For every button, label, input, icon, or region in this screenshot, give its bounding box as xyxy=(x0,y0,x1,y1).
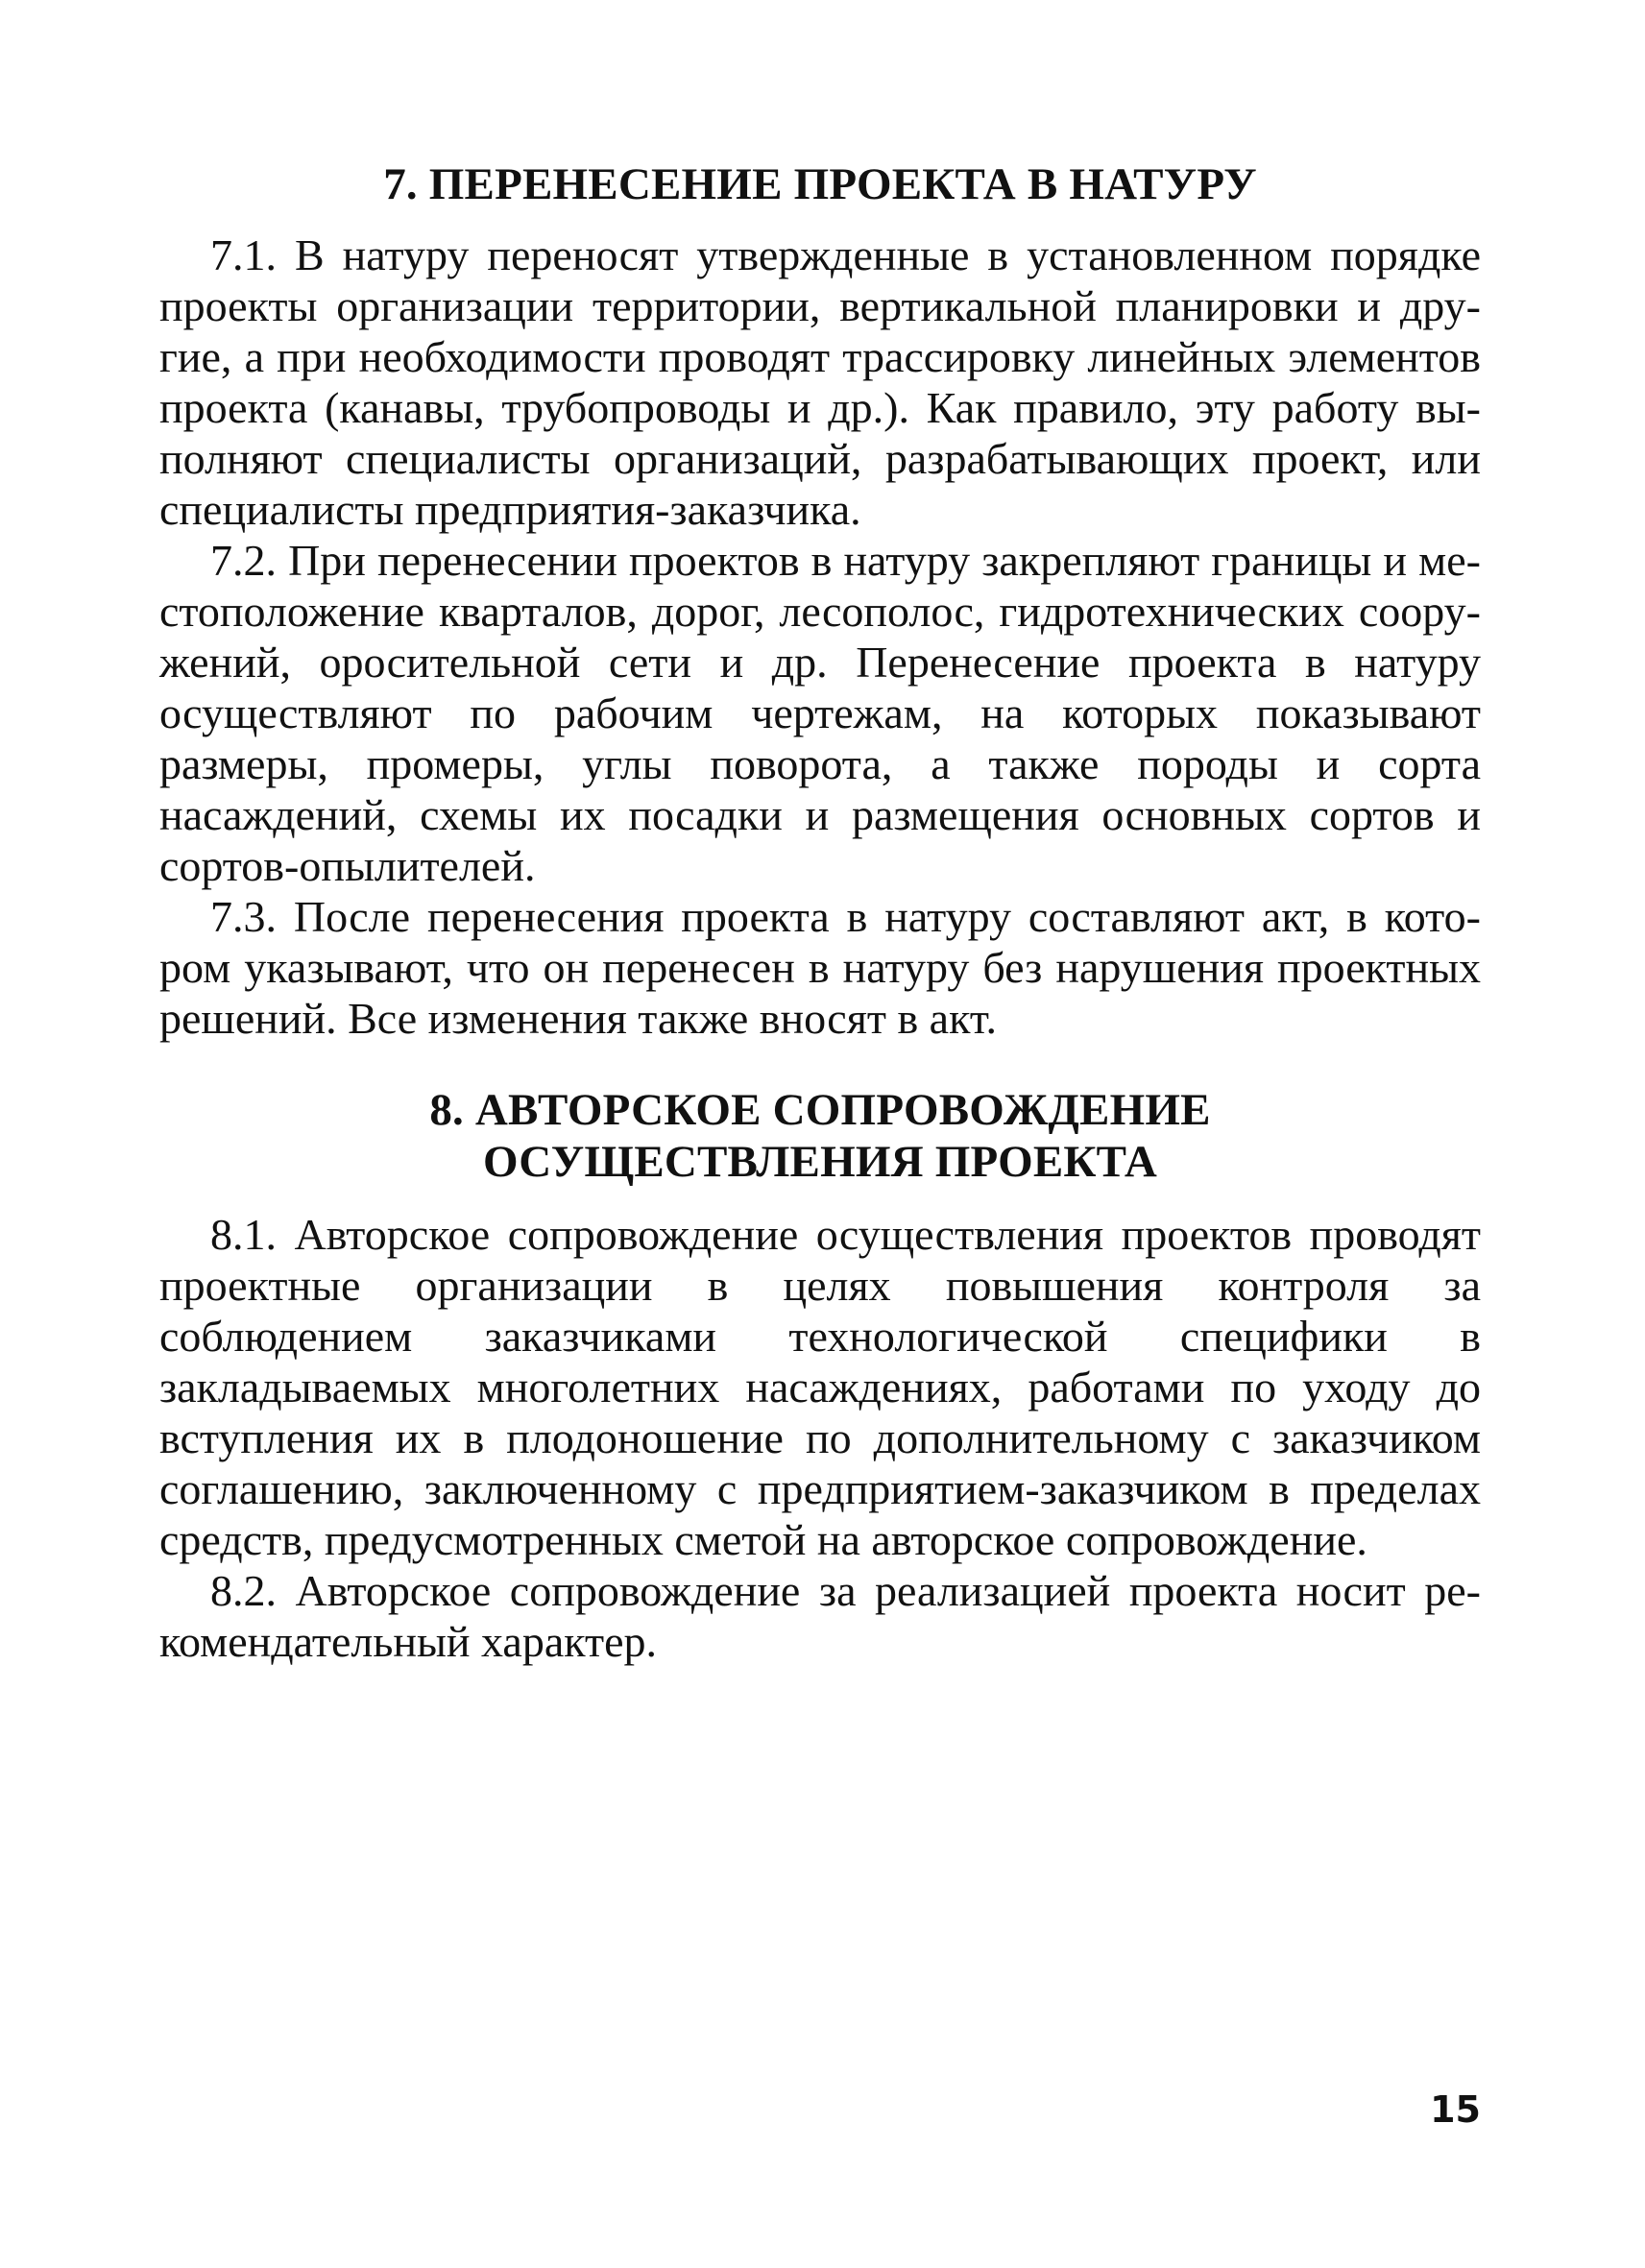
section-8-title-line-1: 8. АВТОРСКОЕ СОПРОВОЖДЕНИЕ xyxy=(429,1085,1211,1135)
section-8-title-line-2: ОСУЩЕСТВЛЕНИЯ ПРОЕКТА xyxy=(482,1137,1158,1187)
paragraph-8-2: 8.2. Авторское сопровождение за реализацией проекта носит рекомендательный характер. xyxy=(159,1566,1481,1666)
paragraph-7-3: 7.3. После перенесения проекта в натуру составляют акт, в котором указывают, что он перенесен в натуру без нарушения проектных решений. Все изменения также вносят в акт. xyxy=(159,892,1481,1043)
paragraph-7-1: 7.1. В натуру переносят утвержденные в установленном порядке проекты организации территории, вертикальной планировки и другие, а при необходимости проводят трассировку линейных элементов проекта (канавы, трубопроводы и др.). Как правило, эту работу выполняют специалисты организаций, разрабатывающих проект, или специалисты предприятия-заказчика. xyxy=(159,230,1481,534)
page-content xyxy=(159,158,1481,1667)
page-number: 15 xyxy=(1430,2088,1481,2131)
section-7-title: 7. ПЕРЕНЕСЕНИЕ ПРОЕКТА В НАТУРУ xyxy=(383,159,1257,209)
section-8-title xyxy=(159,1084,1481,1188)
paragraph-8-1: 8.1. Авторское сопровождение осуществления проектов проводят проектные организации в целях повышения контроля за соблюдением заказчиками технологической специфики в закладываемых многолетних насаждениях, работами по уходу до вступления их в плодоношение по дополнительному с заказчиком соглашению, заключенному с предприятием-заказчиком в пределах средств, предусмотренных сметой на авторское сопровождение. xyxy=(159,1210,1481,1564)
paragraph-7-2: 7.2. При перенесении проектов в натуру закрепляют границы и местоположение кварталов, дорог, лесополос, гидротехнических сооружений, оросительной сети и др. Перенесение проекта в натуру осуществляют по рабочим чертежам, на которых показывают размеры, промеры, углы поворота, а также породы и сорта насаждений, схемы их посадки и размещения основных сортов и сортов-опылителей. xyxy=(159,536,1481,890)
